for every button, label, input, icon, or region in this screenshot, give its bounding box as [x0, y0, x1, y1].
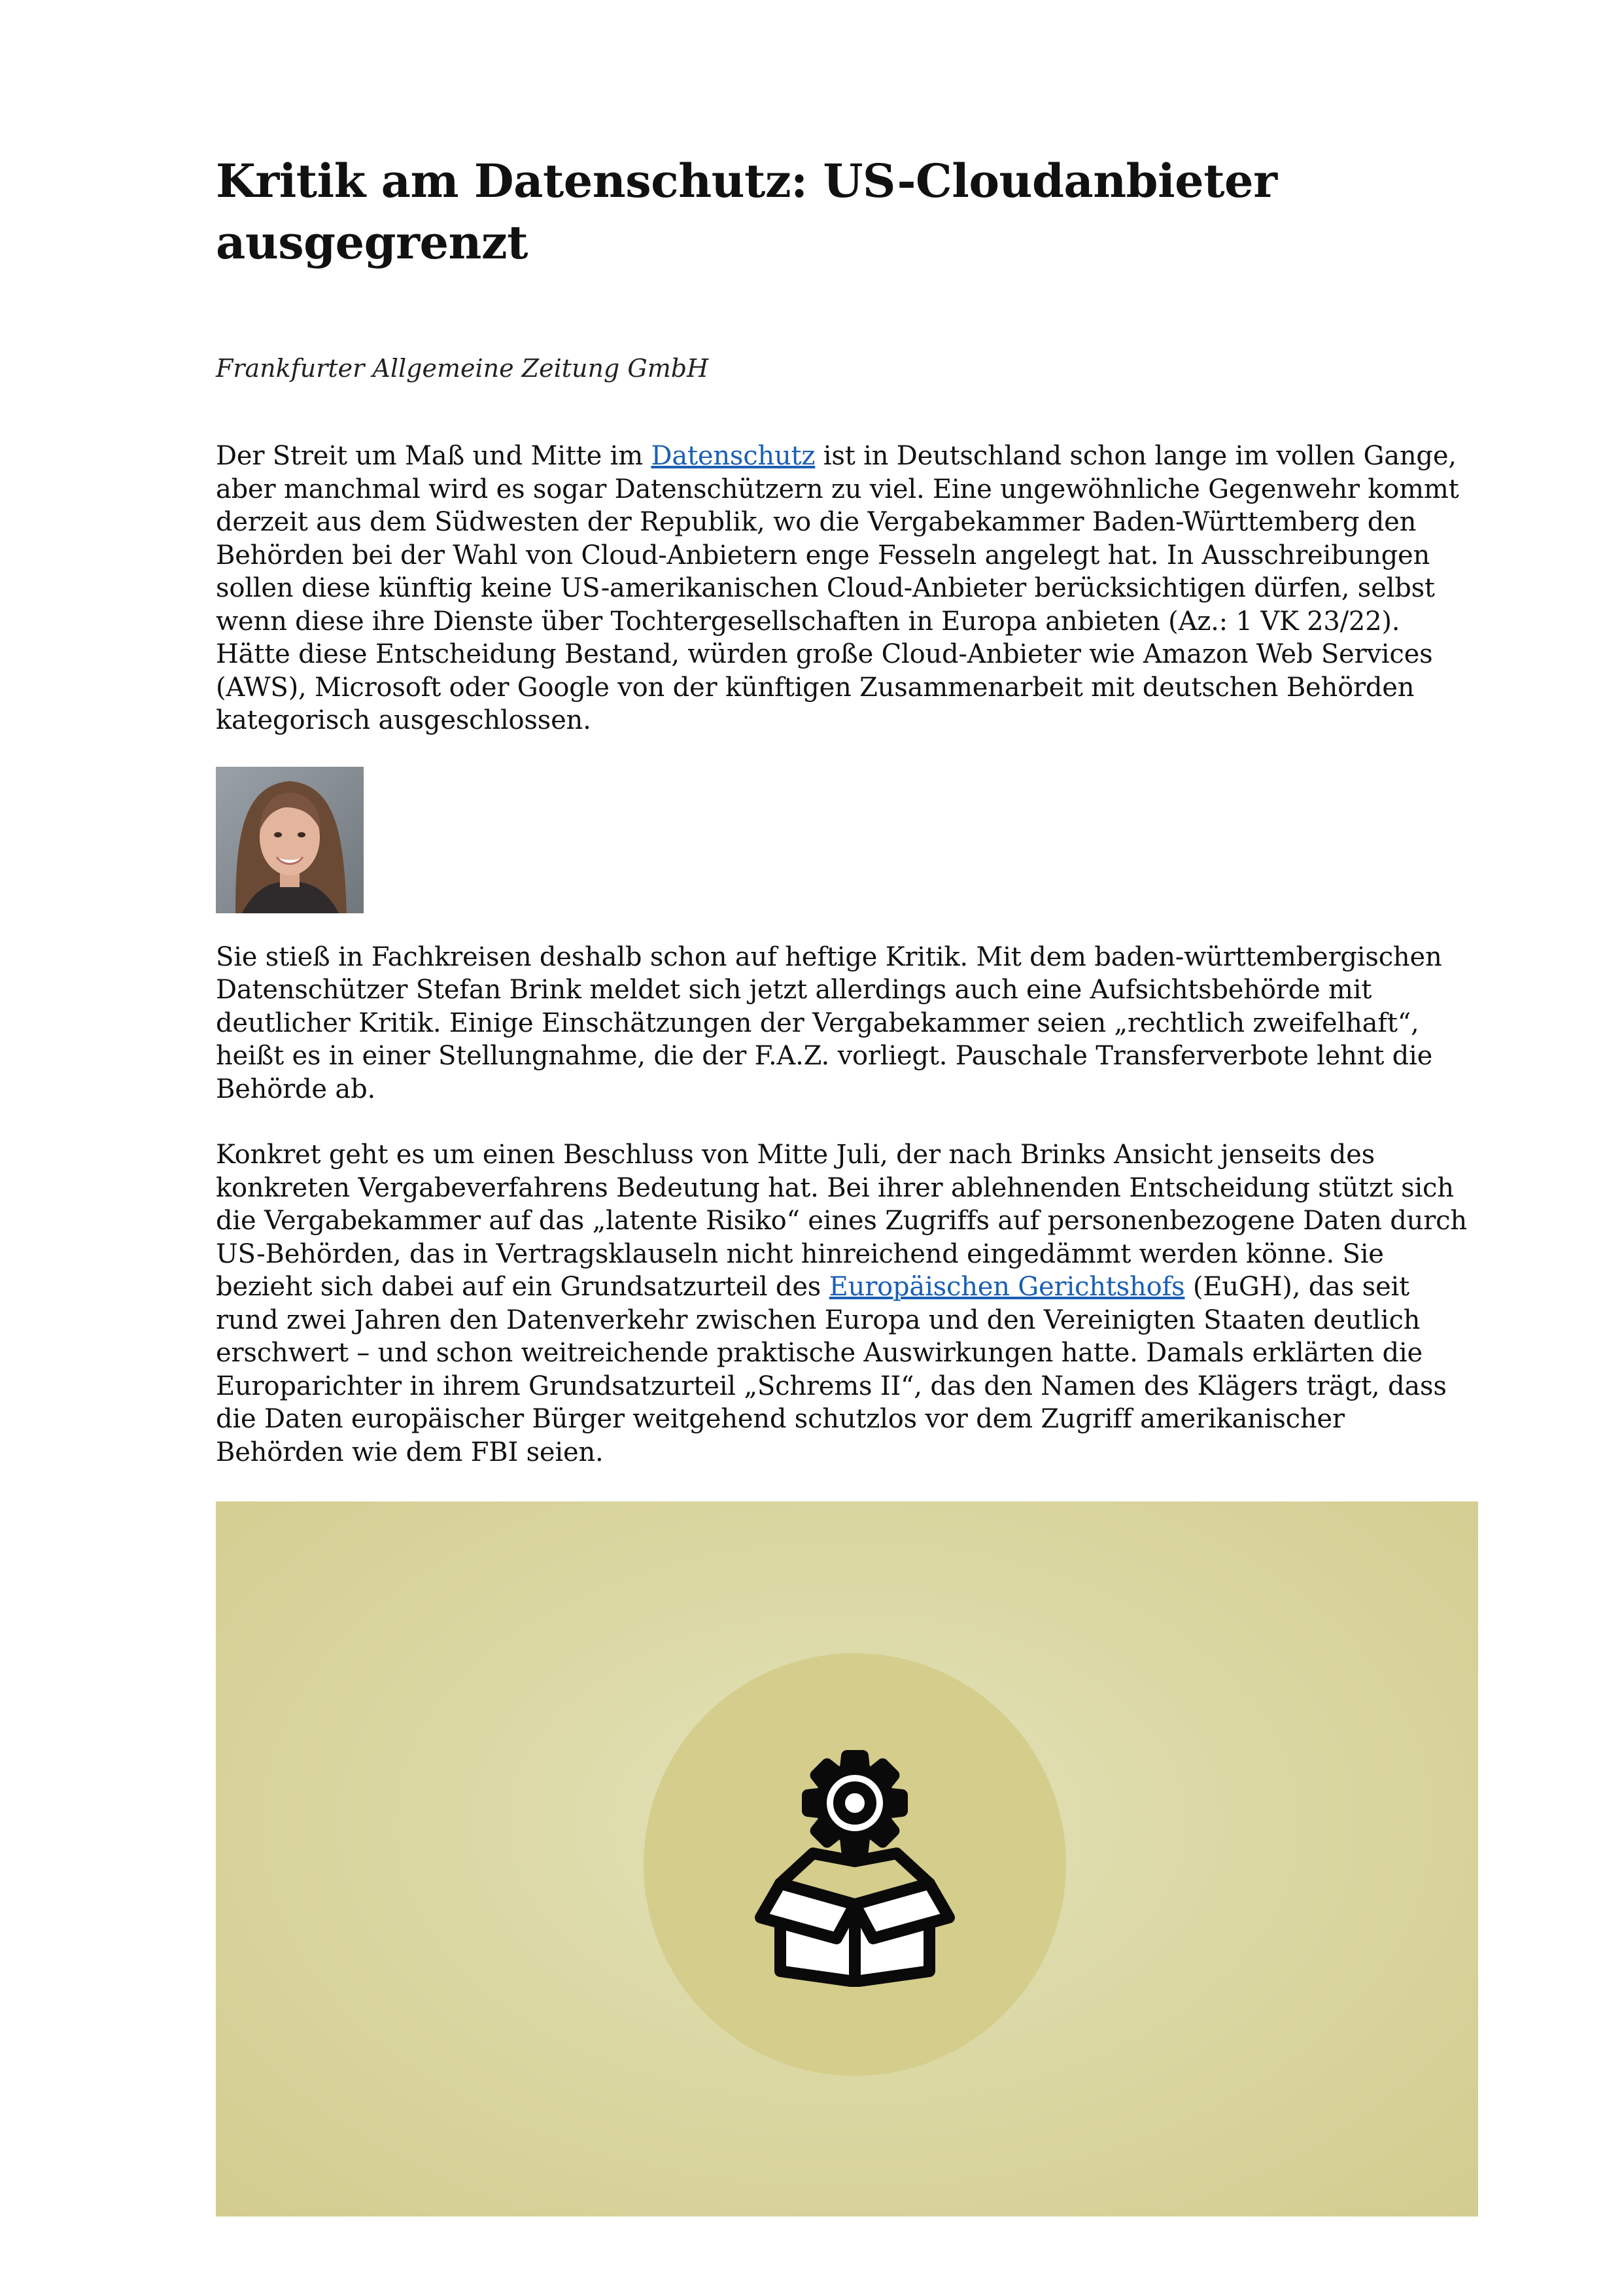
article	[216, 150, 1478, 2216]
article-paragraph-3	[216, 1138, 1478, 1469]
paragraph-3-text-start: Konkret geht es um einen Beschluss von Mitte Juli, der nach Brinks Ansicht jenseits des konkreten Vergabeverfahrens Bedeutung hat. Bei ihrer ablehnenden Entscheidung stützt sich die Vergabekammer auf das „latente Risiko“ eines Zugriffs auf personenbezogene Daten durch US-Behörden, das in Vertragsklauseln nicht hinreichend eingedämmt werden könne. Sie bezieht sich dabei auf ein Grundsatzurteil des	[216, 1140, 1467, 1302]
article-paragraph-1	[216, 440, 1478, 737]
article-source: Frankfurter Allgemeine Zeitung GmbH	[216, 354, 709, 383]
paragraph-1-text-start: Der Streit um Maß und Mitte im	[216, 441, 651, 471]
datenschutz-link[interactable]: Datenschutz	[651, 441, 816, 471]
author-portrait	[216, 767, 364, 913]
eugh-link[interactable]: Europäischen Gerichtshofs	[829, 1272, 1185, 1302]
paragraph-1-text-end: ist in Deutschland schon lange im vollen Gange, aber manchmal wird es sogar Datenschützern zu viel. Eine ungewöhnliche Gegenwehr kommt derzeit aus dem Südwesten der Republik, wo die Vergabekammer Baden-Württemberg den Behörden bei der Wahl von Cloud-Anbietern enge Fesseln angelegt hat. In Ausschreibungen sollen diese künftig keine US-amerikanischen Cloud-Anbieter berücksichtigen dürfen, selbst wenn diese ihre Dienste über Tochtergesellschaften in Europa anbieten (Az.: 1 VK 23/22). Hätte diese Entscheidung Bestand, würden große Cloud-Anbieter wie Amazon Web Services (AWS), Microsoft oder Google von der künftigen Zusammenarbeit mit deutschen Behörden kategorisch ausgeschlossen.	[216, 441, 1459, 735]
article-title: Kritik am Datenschutz: US-Cloudanbieter ausgegrenzt	[216, 154, 1277, 270]
paragraph-3-text-end: (EuGH), das seit rund zwei Jahren den Datenverkehr zwischen Europa und den Vereinigten Staaten deutlich erschwert – und schon weitreichende praktische Auswirkungen hatte. Damals erklärten die Europarichter in ihrem Grundsatzurteil „Schrems II“, das den Namen des Klägers trägt, dass die Daten europäischer Bürger weitgehend schutzlos vor dem Zugriff amerikanischer Behörden wie dem FBI seien.	[216, 1272, 1447, 1467]
article-paragraph-2: Sie stieß in Fachkreisen deshalb schon auf heftige Kritik. Mit dem baden-württembergischen Datenschützer Stefan Brink meldet sich jetzt allerdings auch eine Aufsichtsbehörde mit deutlicher Kritik. Einige Einschätzungen der Vergabekammer seien „rechtlich zweifelhaft“, heißt es in einer Stellungnahme, die der F.A.Z. vorliegt. Pauschale Transferverbote lehnt die Behörde ab.	[216, 941, 1442, 1104]
portrait-image	[216, 767, 364, 913]
embedded-content-placeholder[interactable]	[216, 1501, 1478, 2216]
gear-box-icon	[754, 1742, 956, 1987]
